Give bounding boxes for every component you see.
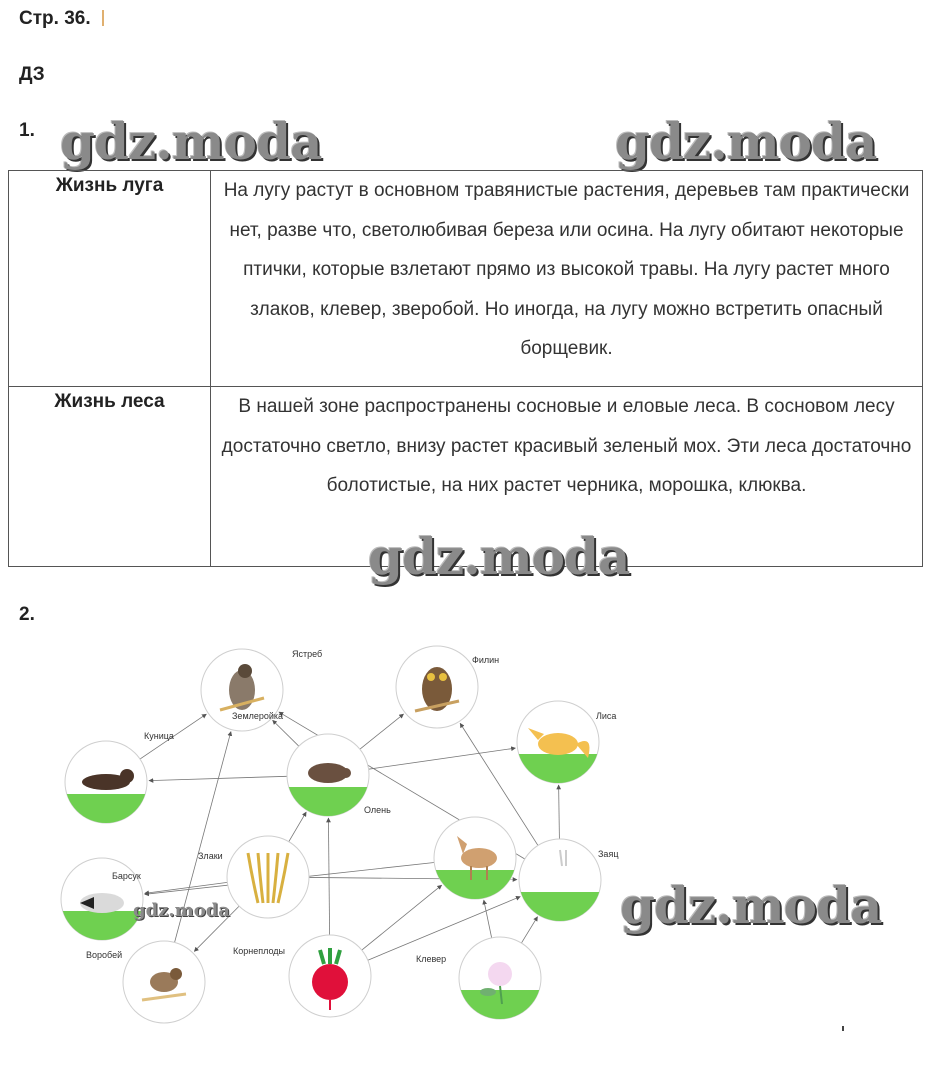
food-web-label: Лиса — [596, 711, 617, 721]
food-web-arrow — [289, 812, 306, 842]
watermark: gdz.moda — [620, 876, 882, 935]
watermark: gdz.moda — [615, 112, 877, 171]
food-web-node — [396, 646, 499, 728]
food-web-arrow — [362, 885, 442, 950]
comparison-table — [8, 170, 923, 567]
table-row — [9, 171, 923, 387]
food-web-label: Ястреб — [292, 649, 323, 659]
food-web-node — [233, 935, 371, 1017]
food-web-diagram — [50, 625, 619, 1030]
row-title: Жизнь леса — [9, 387, 211, 567]
food-web-arrow — [194, 906, 239, 951]
page-heading: Стр. 36. — [19, 8, 104, 30]
row-title: Жизнь луга — [9, 171, 211, 387]
food-web-label: Заяц — [598, 849, 619, 859]
food-web-node — [364, 805, 516, 911]
food-web-label: Куница — [144, 731, 174, 741]
stray-mark — [842, 1026, 844, 1031]
food-web-node — [65, 731, 174, 835]
food-web-node — [517, 701, 616, 795]
food-web-arrow — [145, 882, 228, 893]
food-web-arrow — [273, 720, 299, 746]
food-web-arrow — [175, 732, 231, 943]
food-web-label: Барсук — [112, 871, 141, 881]
food-web-node — [61, 858, 143, 952]
food-web-label: Злаки — [198, 851, 223, 861]
food-web-label: Филин — [472, 655, 500, 665]
row-text: В нашей зоне распространены сосновые и еловые леса. В сосновом лесу достаточно светло, внизу растет красивый зеленый мох. Эти леса достаточно болотистые, на них растет черника, морошка, клюква. — [211, 387, 923, 567]
food-web-arrow — [521, 917, 537, 943]
food-web-label: Олень — [364, 805, 391, 815]
cursor-mark — [102, 10, 104, 26]
food-web-arrow — [484, 900, 492, 938]
food-web-label: Корнеплоды — [233, 946, 285, 956]
task-2-number: 2. — [19, 604, 35, 625]
food-web-node — [86, 941, 205, 1023]
watermark: gdz.moda — [133, 900, 230, 921]
food-web-arrow — [328, 818, 329, 935]
food-web-label: Клевер — [416, 954, 447, 964]
badger-icon — [80, 893, 124, 913]
watermark: gdz.moda — [368, 527, 630, 586]
food-web-node — [198, 836, 309, 918]
food-web-label: Землеройка — [232, 711, 284, 721]
section-title: ДЗ — [19, 64, 45, 85]
table-row — [9, 387, 923, 567]
food-web-node — [519, 839, 618, 933]
row-text: На лугу растут в основном травянистые растения, деревьев там практически нет, разве что, светолюбивая береза или осина. На лугу обитают некоторые птички, которые взлетают прямо из высокой травы. На лугу растет много злаков, клевер, зверобой. Но иногда, на лугу можно встретить опасный борщевик. — [211, 171, 923, 387]
food-web-arrow — [369, 748, 516, 769]
food-web-label: Воробей — [86, 950, 123, 960]
food-web-arrow — [559, 785, 560, 839]
watermark: gdz.moda — [60, 112, 322, 171]
task-1-number: 1. — [19, 120, 35, 141]
food-web-arrow — [360, 714, 404, 749]
food-web-node — [416, 937, 541, 1031]
